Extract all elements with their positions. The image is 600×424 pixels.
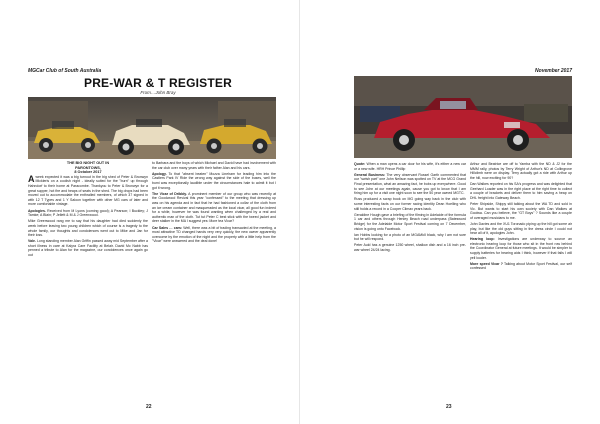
page-number-left: 22	[146, 404, 152, 410]
left-column-2	[152, 161, 276, 397]
paragraph: Peter Auld has a genuine 1250 wheel, shallow dish and a 16 inch pre-war wheel 24/24 lacing.	[354, 243, 466, 253]
section-title: THE BIG NIGHT OUT IN PARONTOWS, 8 October 2017	[66, 161, 110, 175]
paragraph: to Barbara and the boys of which Michael and David have had involvement with the car club over many years with their father Alan and his cars.	[152, 161, 276, 170]
paragraph: Aweek expected it was a big turnout in the big shed of Peter & Bronwyn Mickleris on a coolish night - ideally suited for the "burn" up through Hahndorf to their home at Paracombe. Thankyou to Peter & Bronwyn for a great supper, hot fire and heaps of seats in the shed. The big drops had been moved out to accommodate the enthralled members, of which 37 signed in with 12 T Types and 1 Y Saloon together with other MG cars of later and more comfortable vintage.	[28, 173, 148, 207]
paragraph: Car Sales … cars: Well, there was a bit of trading transacted at the meeting, a most attractive TD changed hands very very quickly, the new owner apparently overcome by the emotion of the night and the property with a little help from the "Vicar" were answered and the deal done!	[152, 225, 276, 244]
paragraph: Mike Greenwood rang me to say that his daughter had died suddenly the week before leaving two young children which of course is a tragedy to the whole family, our thoughts and condolences went out to Mike and Jan for their loss.	[28, 219, 148, 238]
paragraph: Geraldine Hough gave a briefing of the filming in Adelaide of the formula 1 car and others through Henley Beach road underpass (Batesword Bridge) for the Adelaide Motor Sport Festival coming on 7 December, vision is going onto Facebook.	[354, 212, 466, 231]
article-title: PRE-WAR & T REGISTER	[83, 76, 232, 90]
paragraph: Dan Walkes reported on his SA's progress and was delighted that Geehard Loader was in the right place at the right time to collect a couple of brackets and deliver them to him saving a heap on DHL freight into Gateway Beach.	[470, 181, 572, 200]
left-photo-vintage-cars	[28, 97, 276, 159]
paragraph: Apologies. Received from M Lyons (coming good); A Pearson; I Buckley; J Tamke; A Blain; P Jellett & M & J Greenwood.	[28, 208, 148, 218]
paragraph: Ian Hobbs looking for a photo of an MGAMkII black, why I am not sure but he will respond.	[354, 232, 466, 242]
right-photo-red-car	[354, 76, 572, 158]
drop-cap: A	[28, 173, 35, 184]
paragraph: Arthur and Beatrice are off to Yamba with the ND & J2 for the MMM rally, photos by Terry Wright of Arthur's ND at Collingrove Hillclimb were on display. Terry actually got a ride with Arthur up the hill, now exciting for 90?	[470, 162, 572, 180]
page-number-right: 23	[446, 404, 452, 410]
right-column-2	[470, 162, 572, 398]
left-column-1	[28, 161, 148, 397]
paragraph: Peter Shipside, Shippy still talking about the WA TD and sold in Vic. But wants to start his own society with Dan Walkes at Goolwa. Can you believe, the "GT Boys" ? Sounds like a couple of overaged musicians to me.	[470, 201, 572, 220]
date-header: November 2017	[535, 68, 572, 74]
paragraph: John Davies and the XU1 Toronado piping up the hill got some air play, but like the old guys sitting in the dress circle I could not hear all of it, apologies John.	[470, 221, 572, 236]
paragraph: Russ produced a scrap book on MG going way back in the club with some interesting facts on our former racing identity Dean Hoelling who still holds a record in a Cooper Climax years back.	[354, 197, 466, 211]
paragraph: The Vicar of Dribbly. A prominent member of our group who was recently at the Goodwood Revival this year "confessed" to the meeting that dressing up was on his agenda and in fact that he had fashioned a collar of the cloth from an ice cream container and masqueraded as the local vicar, all good fun indeed for a while, however he was found wanting when challenged by a real and authentic man of the cloth. Tut tut Peter C best stick with the tweed jacket and deer stalker in the MA I suggest yes: More tea Vicar?	[152, 191, 276, 224]
paragraph: Apology. To that "absent beaten" Mozza Lineham for leading him into the Castlers Park IV Ride the wrong way against the side of the buses, well the bumi was exceptionally laudible under the circumstances hale to admit it but I got it wrong.	[152, 171, 276, 190]
article-byline: From…John Bray	[140, 90, 176, 95]
paragraph: More speed Vicar ? Talking about Motor Sport Festival, our self confessed	[470, 261, 572, 271]
paragraph: Vale. Long standing member Alan Griffin passed away mid September after a short illness in care at Kalyra Care Facility at Belair. David Mc Nabb has penned a tribute to Alan for the magazine, our condolences once again go out	[28, 239, 148, 258]
paragraph: General Business: The very observant Russel Garth commented that our "swish part" one John Neilson was spotted on TV at the MCG Grand Final presentation, what an amazing fact, he bobs up everywhere. Good to see John at our meetings again, cause you got to know that I am firing him up for a visit one night soon to see the 50 year owned MGTC.	[354, 172, 466, 196]
paragraph: Hearing loop: Investigations are underway to source an electronic hearing loop for those who sit in the front row behind the Coordinator General at future meetings. It would be simpler to supply batteries for hearing aids I think, however if that fails I will yell louder.	[470, 237, 572, 260]
paragraph: Quote: When a man opens a car door for his wife, it's either a new car or a new wife. HRH Prince Phillip	[354, 162, 466, 171]
right-page	[300, 0, 600, 424]
right-column-1	[354, 162, 466, 398]
club-header: MGCar Club of South Australia	[28, 68, 102, 74]
